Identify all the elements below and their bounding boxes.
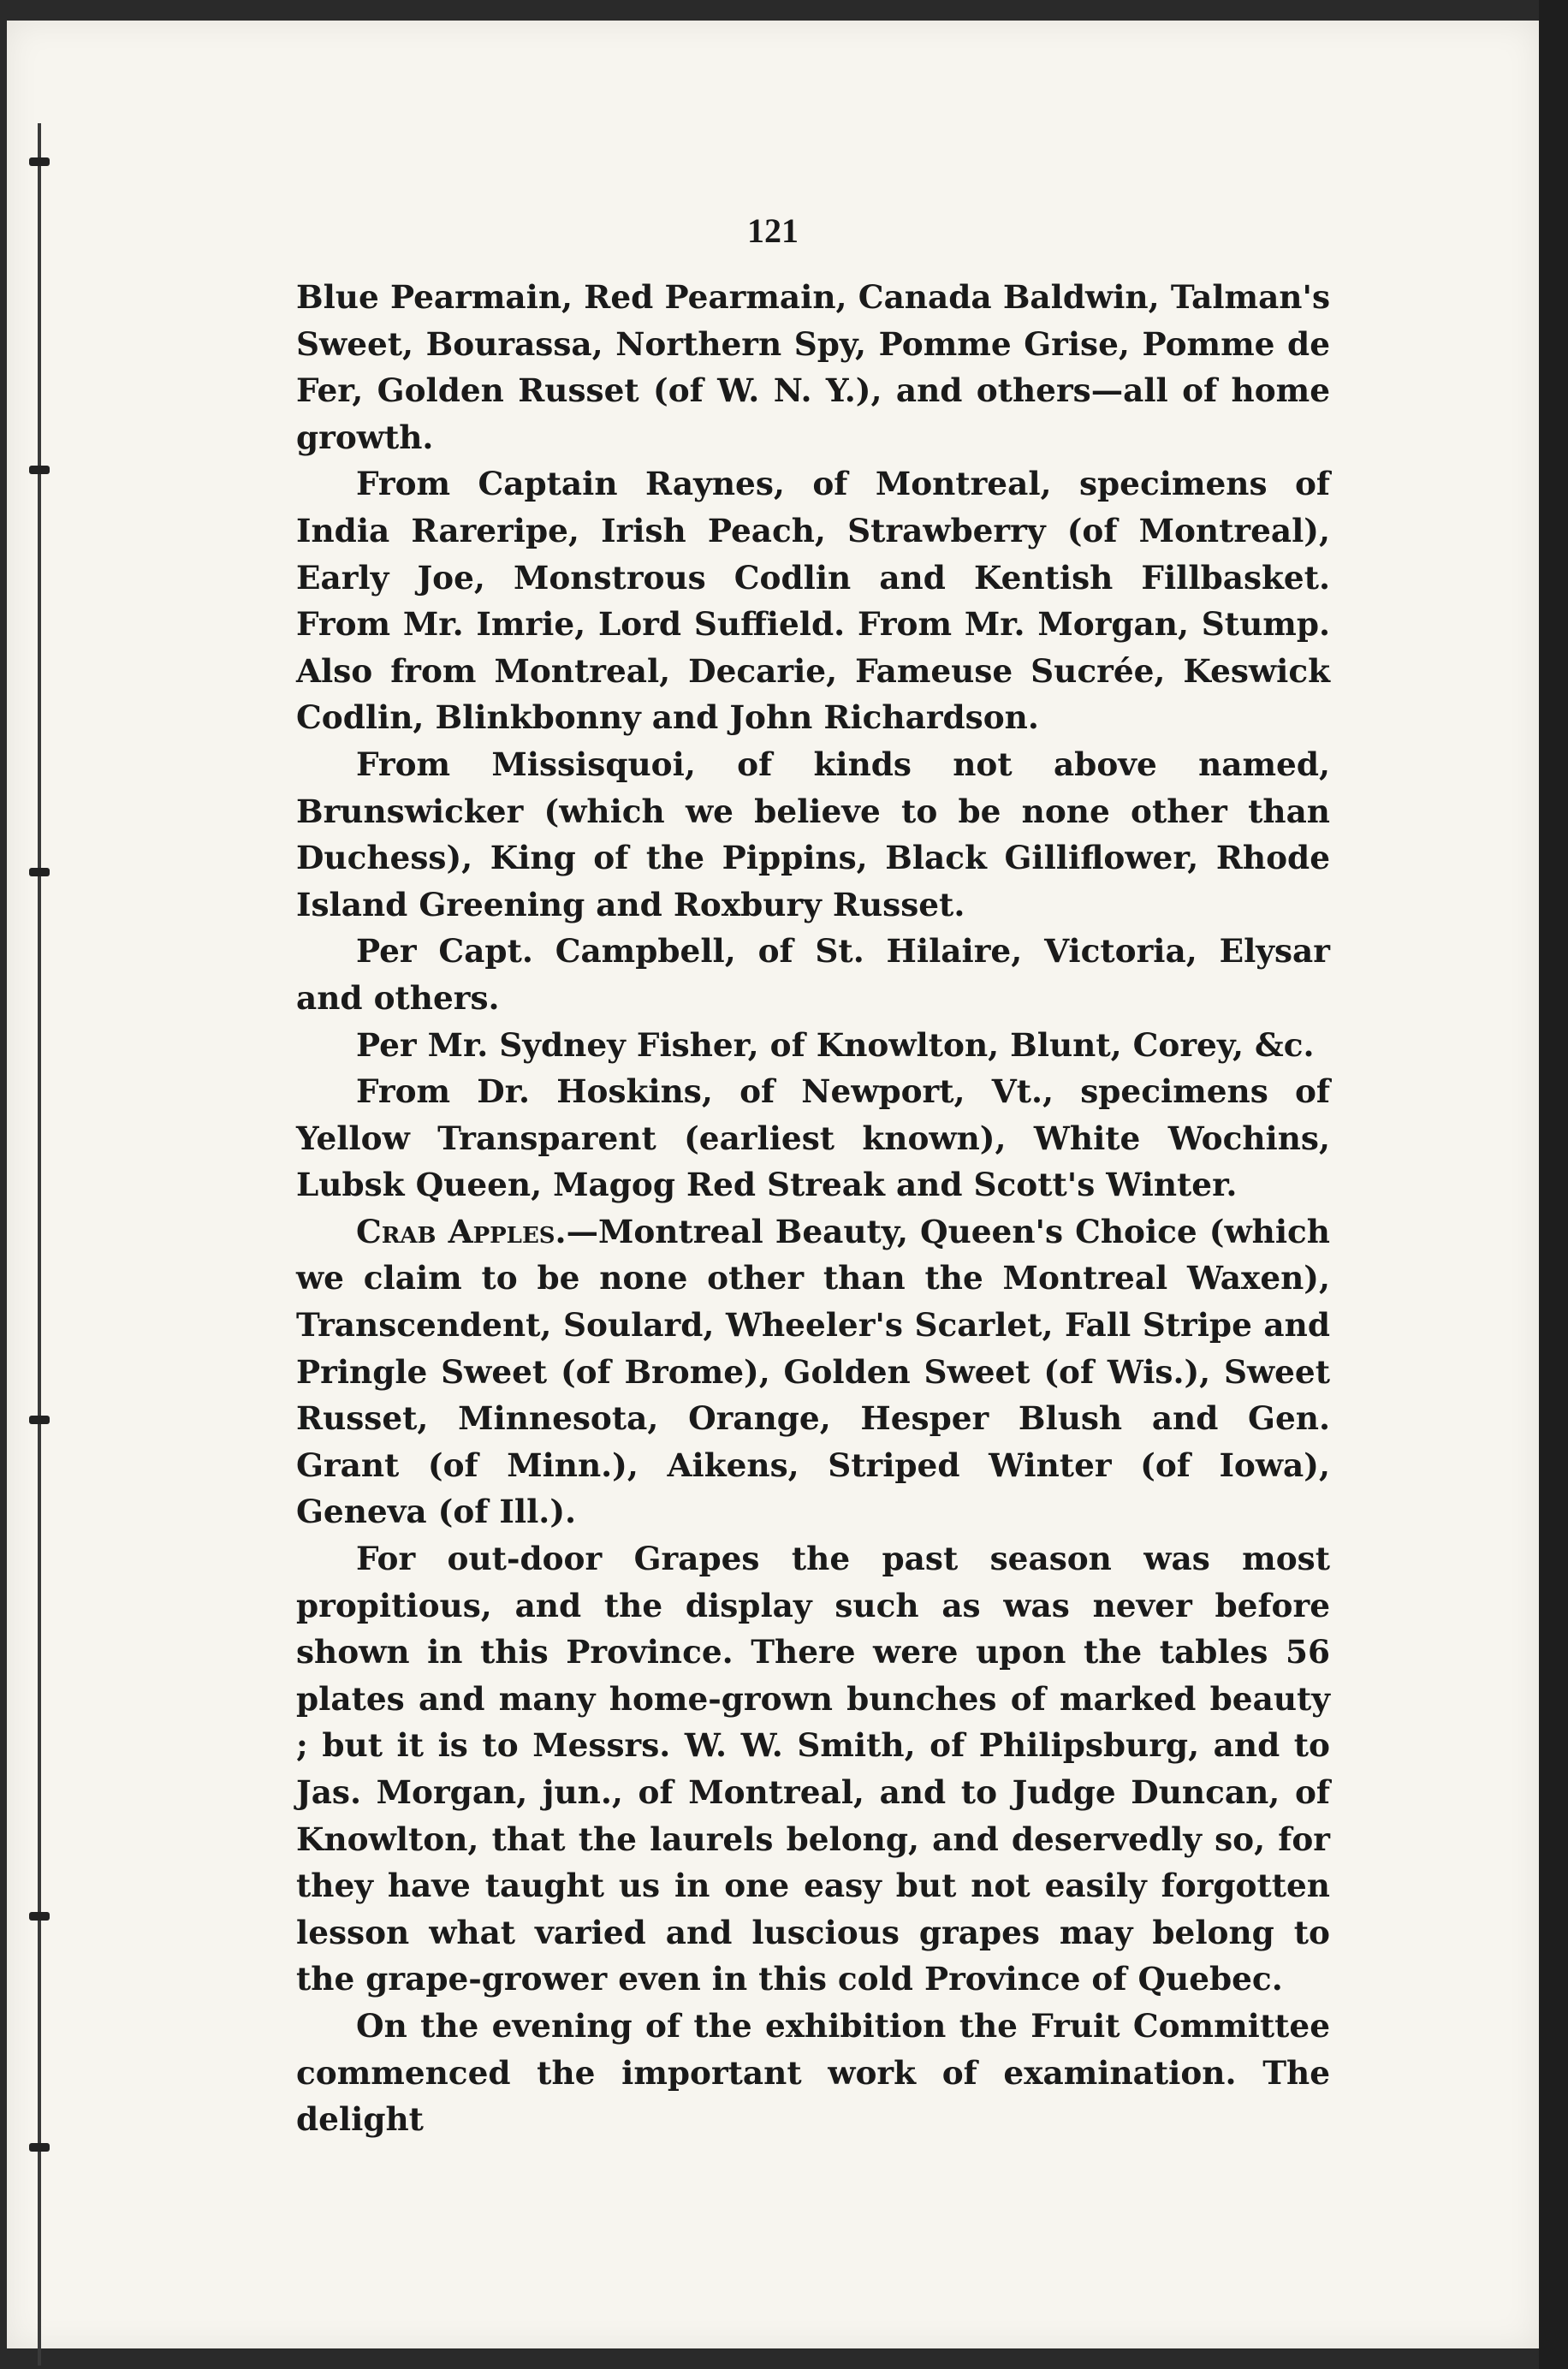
binding-stitch (29, 157, 50, 166)
paragraph: From Missisquoi, of kinds not above named, Brunswicker (which we believe to be none other than Duchess), King of the Pippins, Black Gilliflower, Rhode Island Greening and Roxbury Russet. (296, 745, 1330, 923)
paragraph: Per Mr. Sydney Fisher, of Knowlton, Blunt, Corey, &c. (356, 1025, 1315, 1064)
paragraph: Per Capt. Campbell, of St. Hilaire, Victoria, Elysar and others. (296, 932, 1330, 1017)
paragraph: On the evening of the exhibition the Fruit Committee commenced the important work of examination. The delight (296, 2006, 1330, 2139)
paragraph: Blue Pearmain, Red Pearmain, Canada Baldwin, Talman's Sweet, Bourassa, Northern Spy, Pomme Grise, Pomme de Fer, Golden Russet (of W. N. Y.), and others—all of home growth. (296, 278, 1330, 456)
page-number: 121 (747, 211, 799, 250)
binding-stitch (29, 1416, 50, 1424)
binding-stitch (29, 466, 50, 474)
binding-stitch (29, 2143, 50, 2152)
scan-border (1539, 0, 1568, 2369)
section-lead: Crab Apples. (356, 1212, 567, 1250)
paragraph: From Dr. Hoskins, of Newport, Vt., specimens of Yellow Transparent (earliest known), White Wochins, Lubsk Queen, Magog Red Streak and Scott's Winter. (296, 1072, 1330, 1204)
binding-stitch (29, 868, 50, 876)
binding-stitch-line (38, 123, 41, 2366)
paragraph-body: —Montreal Beauty, Queen's Choice (which we claim to be none other than the Montreal Waxen), Transcendent, Soulard, Wheeler's Scarlet, Fall Stripe and Pringle Sweet (of Brome), Golden Sweet (of Wis.), Sweet Russet, Minnesota, Orange, Hesper Blush and Gen. Grant (of Minn.), Aikens, Striped Winter (of Iowa), Geneva (of Ill.). (296, 1212, 1330, 1531)
paragraph: For out-door Grapes the past season was most propitious, and the display such as was never before shown in this Province. There were upon the tables 56 plates and many home-grown bunches of marked beauty ; but it is to Messrs. W. W. Smith, of Philipsburg, and to Jas. Morgan, jun., of Montreal, and to Judge Duncan, of Knowlton, that the laurels belong, and deservedly so, for they have taught us in one easy but not easily forgotten lesson what varied and luscious grapes may belong to the grape-grower even in this cold Province of Quebec. (296, 1540, 1330, 1998)
body-text (296, 274, 1330, 2143)
paragraph-crab-apples (296, 1208, 1330, 1535)
paragraph: From Captain Raynes, of Montreal, specimens of India Rareripe, Irish Peach, Strawberry (of Montreal), Early Joe, Monstrous Codlin and Kentish Fillbasket. From Mr. Imrie, Lord Suffield. From Mr. Morgan, Stump. Also from Montreal, Decarie, Fameuse Sucrée, Keswick Codlin, Blinkbonny and John Richardson. (296, 465, 1330, 737)
binding-stitch (29, 1912, 50, 1921)
book-page (7, 21, 1539, 2348)
